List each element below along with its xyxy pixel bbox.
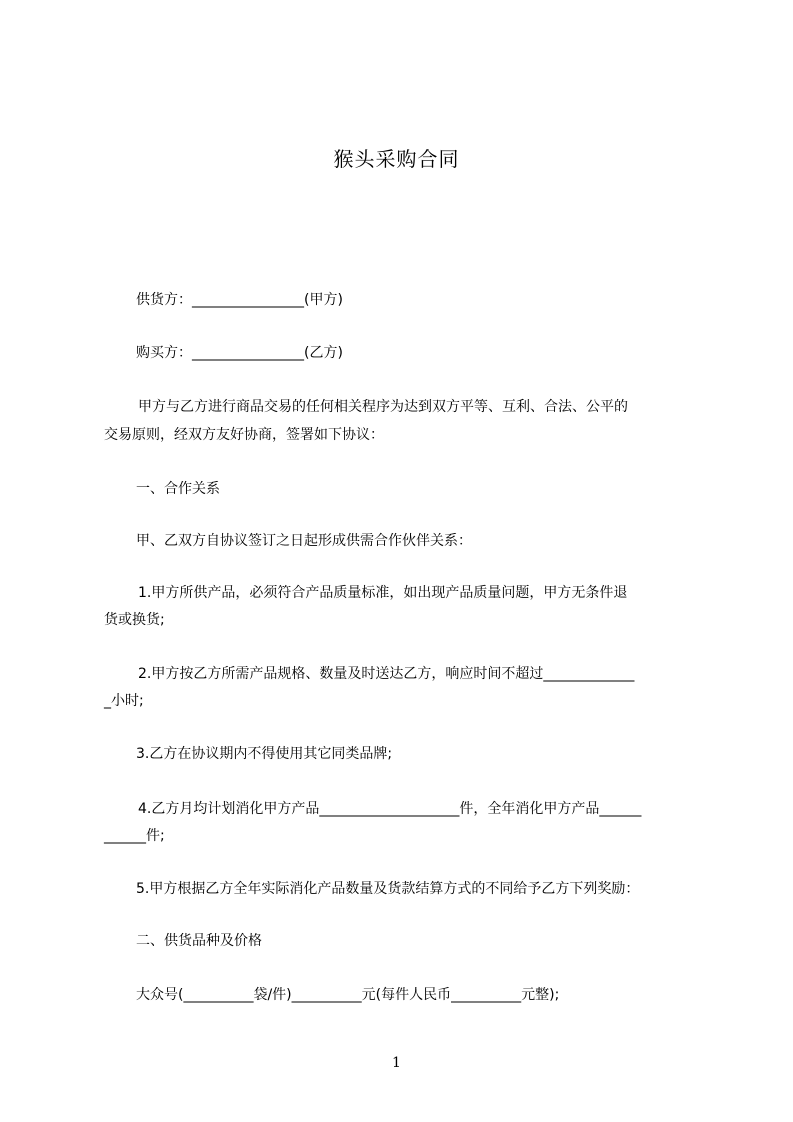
clause-2-line-1: 2.甲方按乙方所需产品规格、数量及时送达乙方，响应时间不超过_____________ — [138, 666, 635, 682]
supplier-line: 供货方：________________(甲方) — [136, 292, 343, 308]
clause-1-line-2: 货或换货; — [104, 612, 165, 628]
buyer-line: 购买方：________________(乙方) — [136, 345, 343, 361]
clause-1-line-1: 1.甲方所供产品，必须符合产品质量标准，如出现产品质量问题，甲方无条件退 — [138, 585, 628, 601]
preamble-line-2: 交易原则，经双方友好协商，签署如下协议： — [104, 427, 384, 443]
section-heading-cooperation: 一、合作关系 — [136, 481, 220, 497]
clause-3: 3.乙方在协议期内不得使用其它同类品牌; — [136, 746, 393, 762]
clause-4-line-1: 4.乙方月均计划消化甲方产品____________________件，全年消化甲方产品______ — [138, 801, 642, 817]
clause-5: 5.甲方根据乙方全年实际消化产品数量及货款结算方式的不同给予乙方下列奖励： — [136, 881, 640, 897]
preamble-line-1: 甲方与乙方进行商品交易的任何相关程序为达到双方平等、互利、合法、公平的 — [138, 399, 628, 415]
document-title: 猴头采购合同 — [333, 147, 460, 171]
clause-4-line-2: ______件; — [104, 828, 165, 844]
cooperation-intro: 甲、乙双方自协议签订之日起形成供需合作伙伴关系： — [136, 533, 472, 549]
clause-2-line-2: _小时; — [104, 693, 144, 709]
page-number: 1 — [392, 1055, 401, 1071]
section-heading-products: 二、供货品种及价格 — [136, 933, 262, 949]
product-price-line: 大众号(__________袋/件)__________元(每件人民币__________元整); — [136, 987, 560, 1003]
